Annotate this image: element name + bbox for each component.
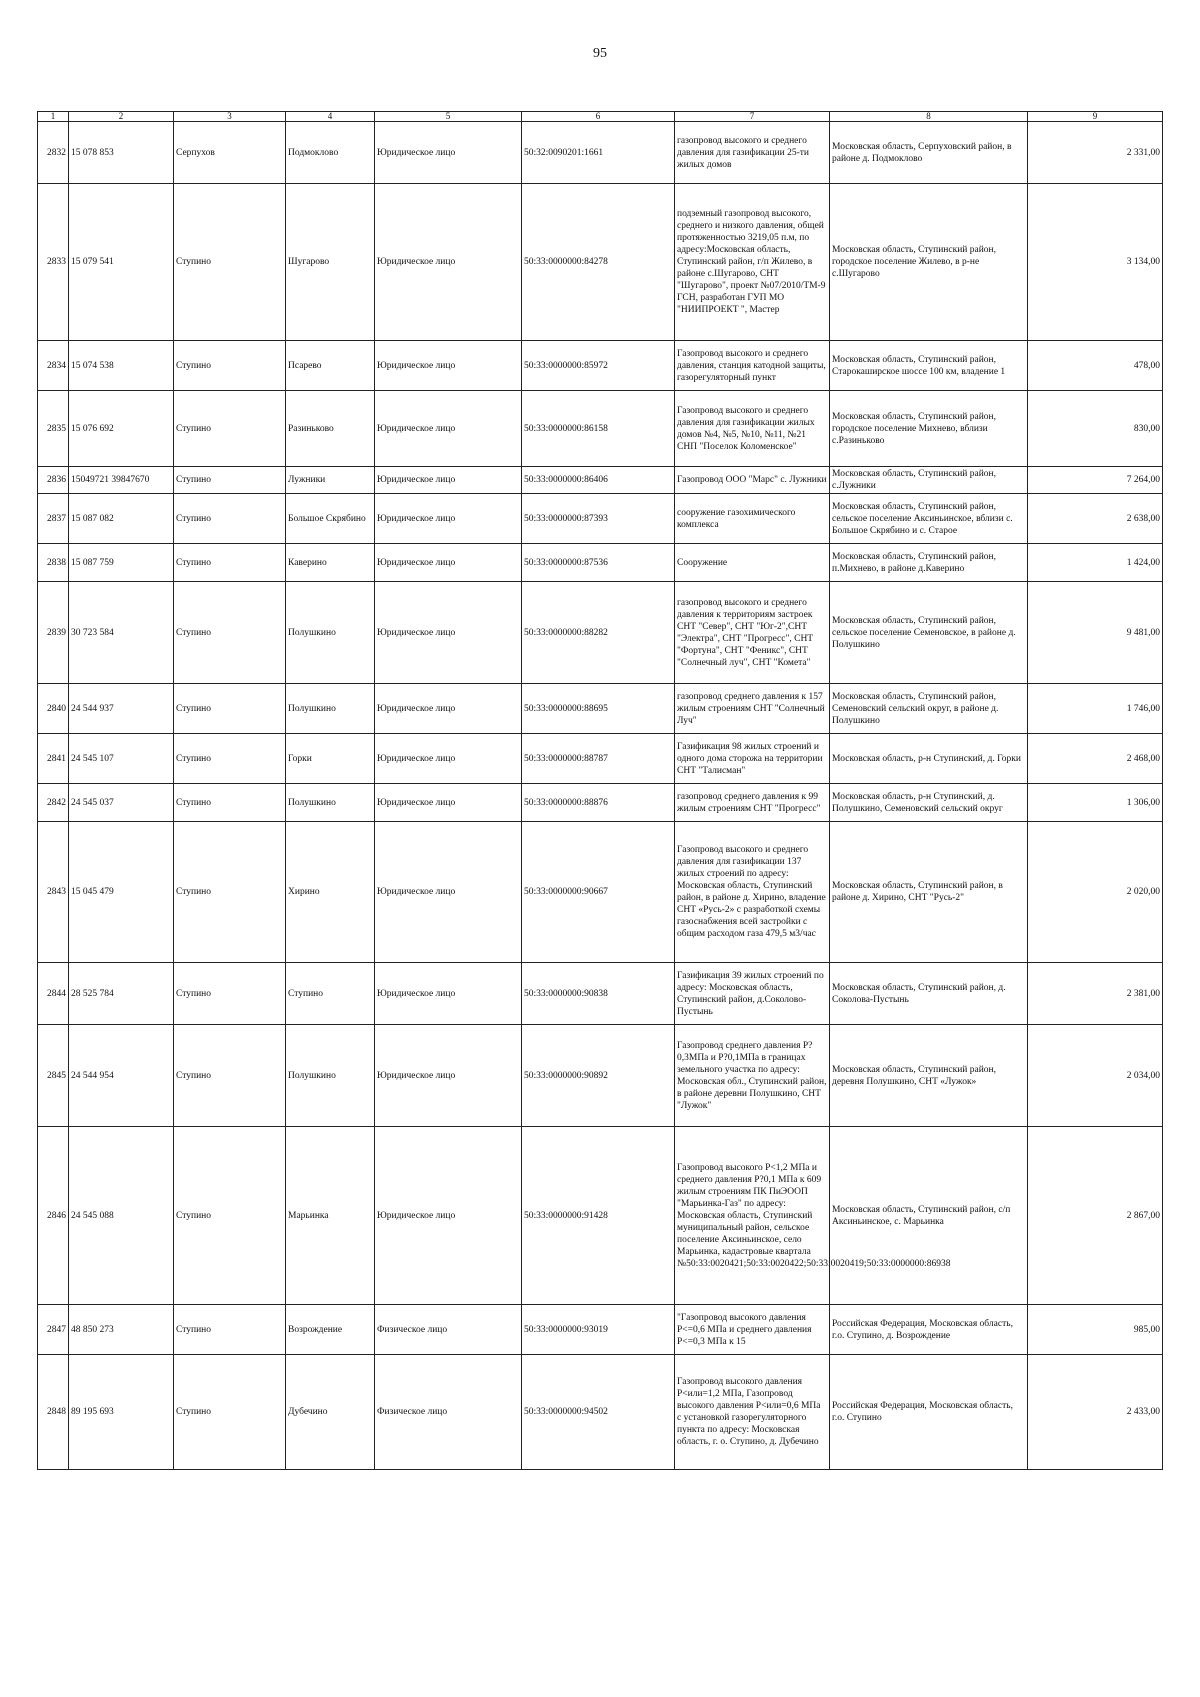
row-number: 2840 <box>38 684 69 734</box>
locality: Ступино <box>286 963 375 1025</box>
page-number: 95 <box>593 46 607 61</box>
owner-type: Юридическое лицо <box>375 467 522 494</box>
owner-type: Юридическое лицо <box>375 684 522 734</box>
table-row <box>38 467 1163 494</box>
municipality: Ступино <box>174 684 286 734</box>
row-number: 2845 <box>38 1025 69 1127</box>
area-value: 1 424,00 <box>1028 544 1163 582</box>
object-address: Московская область, Серпуховский район, в районе д. Подмоклово <box>830 122 1028 184</box>
municipality: Ступино <box>174 1025 286 1127</box>
object-address: Российская Федерация, Московская область, г.о. Ступино <box>830 1355 1028 1470</box>
object-description: Газификация 39 жилых строений по адресу: Московская область, Ступинский район, д.Соколово-Пустынь <box>675 963 830 1025</box>
okpo-code: 89 195 693 <box>69 1355 174 1470</box>
object-description: Газопровод высокого и среднего давления для газификации жилых домов №4, №5, №10, №11, №21 СНП "Поселок Коломенское" <box>675 391 830 467</box>
municipality: Ступино <box>174 467 286 494</box>
column-header: 9 <box>1028 112 1163 122</box>
locality: Хирино <box>286 822 375 963</box>
column-header: 3 <box>174 112 286 122</box>
object-description: подземный газопровод высокого, среднего и низкого давления, общей протяженностью 3219,05 п.м, по адресу:Московская область, Ступинский район, г/п Жилево, в районе с.Шугарово, СНТ "Шугарово", проект №07/2010/ТМ-9 ГСН, разработан ГУП МО "НИИПРОЕКТ ", Мастер <box>675 184 830 341</box>
owner-type: Юридическое лицо <box>375 391 522 467</box>
okpo-code: 15 079 541 <box>69 184 174 341</box>
row-number: 2838 <box>38 544 69 582</box>
area-value: 478,00 <box>1028 341 1163 391</box>
cadastral-number: 50:33:0000000:88695 <box>522 684 675 734</box>
area-value: 2 468,00 <box>1028 734 1163 784</box>
table-row <box>38 1025 1163 1127</box>
owner-type: Юридическое лицо <box>375 784 522 822</box>
cadastral-number: 50:33:0000000:90838 <box>522 963 675 1025</box>
area-value: 2 020,00 <box>1028 822 1163 963</box>
owner-type: Юридическое лицо <box>375 582 522 684</box>
cadastral-number: 50:32:0090201:1661 <box>522 122 675 184</box>
municipality: Ступино <box>174 784 286 822</box>
area-value: 9 481,00 <box>1028 582 1163 684</box>
municipality: Ступино <box>174 184 286 341</box>
row-number: 2846 <box>38 1127 69 1305</box>
column-header: 7 <box>675 112 830 122</box>
area-value: 2 867,00 <box>1028 1127 1163 1305</box>
object-address: Московская область, Ступинский район, в районе д. Хирино, СНТ "Русь-2" <box>830 822 1028 963</box>
object-description: Газификация 98 жилых строений и одного дома сторожа на территории СНТ "Талисман" <box>675 734 830 784</box>
column-header: 5 <box>375 112 522 122</box>
locality: Полушкино <box>286 784 375 822</box>
object-description: газопровод среднего давления к 99 жилым строениям СНТ "Прогресс" <box>675 784 830 822</box>
object-description: Газопровод среднего давления P?0,3МПа и P?0,1МПа в границах земельного участка по адресу: Московская обл., Ступинский район, в районе деревни Полушкино, СНТ "Лужок" <box>675 1025 830 1127</box>
table-row <box>38 1127 1163 1305</box>
object-address: Московская область, Ступинский район, п.Михнево, в районе д.Каверино <box>830 544 1028 582</box>
okpo-code: 24 545 088 <box>69 1127 174 1305</box>
okpo-code: 15049721 39847670 <box>69 467 174 494</box>
object-address: Московская область, Ступинский район, городское поселение Михнево, вблизи с.Разиньково <box>830 391 1028 467</box>
locality: Полушкино <box>286 582 375 684</box>
object-address: Московская область, Ступинский район, сельское поселение Аксиньинское, вблизи с. Большое Скрябино и с. Старое <box>830 494 1028 544</box>
owner-type: Юридическое лицо <box>375 963 522 1025</box>
locality: Каверино <box>286 544 375 582</box>
row-number: 2843 <box>38 822 69 963</box>
municipality: Ступино <box>174 822 286 963</box>
okpo-code: 24 545 037 <box>69 784 174 822</box>
row-number: 2835 <box>38 391 69 467</box>
municipality: Ступино <box>174 1355 286 1470</box>
municipality: Ступино <box>174 494 286 544</box>
owner-type: Юридическое лицо <box>375 734 522 784</box>
object-address: Московская область, Ступинский район, с/п Аксиньинское, с. Марьинка <box>830 1127 1028 1305</box>
cadastral-number: 50:33:0000000:94502 <box>522 1355 675 1470</box>
locality: Шугарово <box>286 184 375 341</box>
area-value: 2 034,00 <box>1028 1025 1163 1127</box>
okpo-code: 15 076 692 <box>69 391 174 467</box>
cadastral-number: 50:33:0000000:88787 <box>522 734 675 784</box>
locality: Псарево <box>286 341 375 391</box>
object-description: "Газопровод высокого давления P<=0,6 МПа и среднего давления P<=0,3 МПа к 15 <box>675 1305 830 1355</box>
area-value: 985,00 <box>1028 1305 1163 1355</box>
municipality: Ступино <box>174 391 286 467</box>
row-number: 2842 <box>38 784 69 822</box>
table-row <box>38 544 1163 582</box>
object-description: сооружение газохимического комплекса <box>675 494 830 544</box>
object-address: Московская область, Ступинский район, Старокаширское шоссе 100 км, владение 1 <box>830 341 1028 391</box>
okpo-code: 15 045 479 <box>69 822 174 963</box>
table-row <box>38 341 1163 391</box>
object-description: газопровод среднего давления к 157 жилым строениям СНТ "Солнечный Луч" <box>675 684 830 734</box>
object-description: Газопровод ООО "Марс" с. Лужники <box>675 467 830 494</box>
object-address: Московская область, Ступинский район, Семеновский сельский округ, в районе д. Полушкино <box>830 684 1028 734</box>
table-row <box>38 494 1163 544</box>
area-value: 2 331,00 <box>1028 122 1163 184</box>
locality: Лужники <box>286 467 375 494</box>
table-row <box>38 684 1163 734</box>
owner-type: Юридическое лицо <box>375 544 522 582</box>
cadastral-number: 50:33:0000000:90667 <box>522 822 675 963</box>
object-description: газопровод высокого и среднего давления для газификации 25-ти жилых домов <box>675 122 830 184</box>
column-header: 2 <box>69 112 174 122</box>
object-description: Газопровод высокого давления P<или=1,2 МПа, Газопровод высокого давления P<или=0,6 МПа с установкой газорегуляторного пункта по адресу: Московская область, г. о. Ступино, д. Дубечино <box>675 1355 830 1470</box>
row-number: 2841 <box>38 734 69 784</box>
row-number: 2834 <box>38 341 69 391</box>
owner-type: Юридическое лицо <box>375 822 522 963</box>
owner-type: Юридическое лицо <box>375 341 522 391</box>
locality: Полушкино <box>286 1025 375 1127</box>
area-value: 1 746,00 <box>1028 684 1163 734</box>
area-value: 2 433,00 <box>1028 1355 1163 1470</box>
area-value: 7 264,00 <box>1028 467 1163 494</box>
column-header: 4 <box>286 112 375 122</box>
locality: Марьинка <box>286 1127 375 1305</box>
column-header: 8 <box>830 112 1028 122</box>
cadastral-number: 50:33:0000000:85972 <box>522 341 675 391</box>
table-row <box>38 734 1163 784</box>
municipality: Ступино <box>174 341 286 391</box>
table-header <box>38 112 1163 122</box>
locality: Большое Скрябино <box>286 494 375 544</box>
object-address: Российская Федерация, Московская область, г.о. Ступино, д. Возрождение <box>830 1305 1028 1355</box>
column-header: 1 <box>38 112 69 122</box>
table-row <box>38 963 1163 1025</box>
row-number: 2839 <box>38 582 69 684</box>
object-description: газопровод высокого и среднего давления к территориям застроек СНТ "Север", СНТ "Юг-2",СНТ "Электра", СНТ "Прогресс", СНТ "Фортуна", СНТ "Феникс", СНТ "Солнечный луч", СНТ "Комета" <box>675 582 830 684</box>
object-address: Московская область, Ступинский район, деревня Полушкино, СНТ «Лужок» <box>830 1025 1028 1127</box>
cadastral-number: 50:33:0000000:87393 <box>522 494 675 544</box>
okpo-code: 15 074 538 <box>69 341 174 391</box>
locality: Подмоклово <box>286 122 375 184</box>
table-row <box>38 784 1163 822</box>
cadastral-number: 50:33:0000000:87536 <box>522 544 675 582</box>
area-value: 830,00 <box>1028 391 1163 467</box>
municipality: Ступино <box>174 544 286 582</box>
owner-type: Физическое лицо <box>375 1355 522 1470</box>
object-address: Московская область, Ступинский район, с.Лужники <box>830 467 1028 494</box>
owner-type: Юридическое лицо <box>375 122 522 184</box>
okpo-code: 24 545 107 <box>69 734 174 784</box>
cadastral-number: 50:33:0000000:90892 <box>522 1025 675 1127</box>
object-address: Московская область, Ступинский район, городское поселение Жилево, в р-не с.Шугарово <box>830 184 1028 341</box>
table-row <box>38 122 1163 184</box>
municipality: Серпухов <box>174 122 286 184</box>
cadastral-number: 50:33:0000000:88876 <box>522 784 675 822</box>
cadastral-number: 50:33:0000000:93019 <box>522 1305 675 1355</box>
row-number: 2832 <box>38 122 69 184</box>
area-value: 3 134,00 <box>1028 184 1163 341</box>
locality: Разиньково <box>286 391 375 467</box>
locality: Горки <box>286 734 375 784</box>
table-row <box>38 582 1163 684</box>
row-number: 2848 <box>38 1355 69 1470</box>
row-number: 2844 <box>38 963 69 1025</box>
row-number: 2836 <box>38 467 69 494</box>
locality: Дубечино <box>286 1355 375 1470</box>
object-address: Московская область, Ступинский район, сельское поселение Семеновское, в районе д. Полушкино <box>830 582 1028 684</box>
table-row <box>38 1305 1163 1355</box>
column-header: 6 <box>522 112 675 122</box>
okpo-code: 28 525 784 <box>69 963 174 1025</box>
object-description: Газопровод высокого и среднего давления для газификации 137 жилых строений по адресу: Московская область, Ступинский район, в районе д. Хирино, владение СНТ «Русь-2» с разработкой схемы газоснабжения всей застройки с общим расходом газа 479,5 м3/час <box>675 822 830 963</box>
cadastral-number: 50:33:0000000:86406 <box>522 467 675 494</box>
object-description: Газопровод высокого P<1,2 МПа и среднего давления P?0,1 МПа к 609 жилым строениям ПК ПиЭООП "Марьинка-Газ" по адресу: Московская область, Ступинский муниципальный район, сельское поселение Аксиньинское, село Марьинка, кадастровые квартала №50:33:0020421;50:33:0020422;50:33:0020419;50:33:0000000:86938 <box>675 1127 830 1305</box>
table-body <box>38 122 1163 1470</box>
area-value: 2 381,00 <box>1028 963 1163 1025</box>
owner-type: Юридическое лицо <box>375 1025 522 1127</box>
municipality: Ступино <box>174 963 286 1025</box>
owner-type: Физическое лицо <box>375 1305 522 1355</box>
table-row <box>38 822 1163 963</box>
object-description: Сооружение <box>675 544 830 582</box>
locality: Возрождение <box>286 1305 375 1355</box>
locality: Полушкино <box>286 684 375 734</box>
municipality: Ступино <box>174 1127 286 1305</box>
table-row <box>38 1355 1163 1470</box>
object-description: Газопровод высокого и среднего давления, станция катодной защиты, газорегуляторный пункт <box>675 341 830 391</box>
cadastral-number: 50:33:0000000:91428 <box>522 1127 675 1305</box>
municipality: Ступино <box>174 734 286 784</box>
okpo-code: 48 850 273 <box>69 1305 174 1355</box>
object-address: Московская область, р-н Ступинский, д. Горки <box>830 734 1028 784</box>
okpo-code: 24 544 954 <box>69 1025 174 1127</box>
row-number: 2847 <box>38 1305 69 1355</box>
row-number: 2837 <box>38 494 69 544</box>
row-number: 2833 <box>38 184 69 341</box>
area-value: 1 306,00 <box>1028 784 1163 822</box>
okpo-code: 24 544 937 <box>69 684 174 734</box>
okpo-code: 15 087 082 <box>69 494 174 544</box>
cadastral-number: 50:33:0000000:86158 <box>522 391 675 467</box>
object-address: Московская область, Ступинский район, д. Соколова-Пустынь <box>830 963 1028 1025</box>
cadastral-number: 50:33:0000000:88282 <box>522 582 675 684</box>
okpo-code: 15 087 759 <box>69 544 174 582</box>
table-row <box>38 391 1163 467</box>
table-row <box>38 184 1163 341</box>
municipality: Ступино <box>174 582 286 684</box>
area-value: 2 638,00 <box>1028 494 1163 544</box>
owner-type: Юридическое лицо <box>375 184 522 341</box>
municipality: Ступино <box>174 1305 286 1355</box>
okpo-code: 15 078 853 <box>69 122 174 184</box>
register-table <box>37 111 1163 1470</box>
owner-type: Юридическое лицо <box>375 1127 522 1305</box>
object-address: Московская область, р-н Ступинский, д. Полушкино, Семеновский сельский округ <box>830 784 1028 822</box>
owner-type: Юридическое лицо <box>375 494 522 544</box>
cadastral-number: 50:33:0000000:84278 <box>522 184 675 341</box>
okpo-code: 30 723 584 <box>69 582 174 684</box>
